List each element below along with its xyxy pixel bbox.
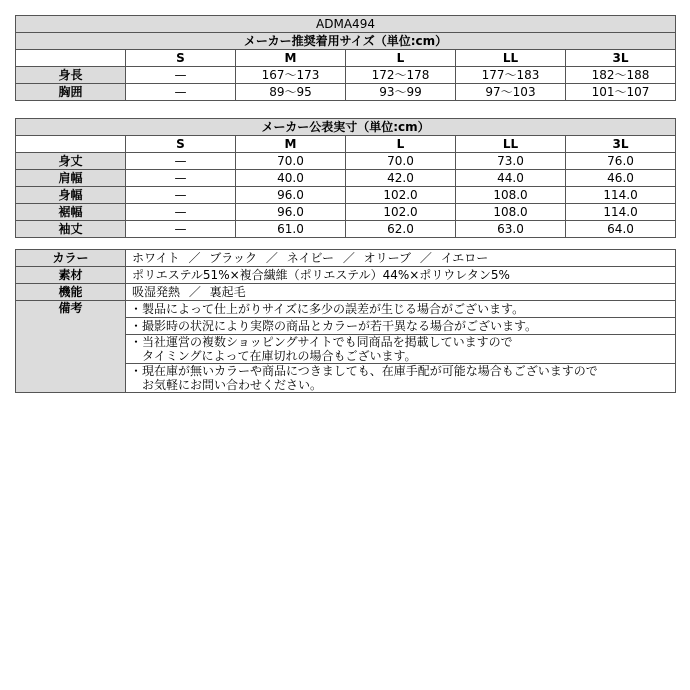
size-header: LL [456, 50, 566, 67]
table-row [16, 153, 676, 170]
color-item: ブラック [209, 251, 258, 265]
separator: ／ [342, 251, 355, 265]
cell-value: 108.0 [456, 187, 566, 204]
cell-value: 93〜99 [346, 84, 456, 101]
cell-value: — [126, 153, 236, 170]
separator: ／ [419, 251, 432, 265]
cell-value: 44.0 [456, 170, 566, 187]
function-item: 裏起毛 [209, 285, 246, 299]
material-label: 素材 [16, 267, 126, 284]
note-line: ・現在庫が無いカラーや商品につきましても、在庫手配が可能な場合もございますので [130, 364, 598, 378]
recommended-size-title: メーカー推奨着用サイズ（単位:cm） [16, 33, 676, 50]
table-row [16, 284, 676, 301]
table-row [16, 221, 676, 238]
color-label: カラー [16, 250, 126, 267]
separator: ／ [188, 251, 201, 265]
table-row [16, 301, 676, 318]
note-item [126, 364, 676, 393]
table-row [16, 250, 676, 267]
cell-value: — [126, 221, 236, 238]
table-row [16, 170, 676, 187]
cell-value: 96.0 [236, 204, 346, 221]
cell-value: 114.0 [566, 187, 676, 204]
cell-value: 63.0 [456, 221, 566, 238]
table-row [16, 204, 676, 221]
cell-value: 42.0 [346, 170, 456, 187]
cell-value: 73.0 [456, 153, 566, 170]
product-info-table [15, 249, 676, 393]
color-item: イエロー [440, 251, 489, 265]
function-item: 吸湿発熱 [132, 285, 181, 299]
size-header: LL [456, 136, 566, 153]
cell-value: 108.0 [456, 204, 566, 221]
cell-value: 70.0 [346, 153, 456, 170]
note-item [126, 335, 676, 364]
note-line: ・製品によって仕上がりサイズに多少の誤差が生じる場合がございます。 [130, 302, 525, 316]
note-line: お気軽にお問い合わせください。 [130, 378, 323, 392]
size-header: 3L [566, 50, 676, 67]
model-number: ADMA494 [16, 16, 676, 33]
note-item [126, 301, 676, 318]
material-value: ポリエステル51%×複合繊維（ポリエステル）44%×ポリウレタン5% [126, 267, 676, 284]
cell-value: — [126, 170, 236, 187]
function-list [126, 284, 676, 301]
row-label: 身長 [16, 67, 126, 84]
notes-label: 備考 [16, 301, 126, 393]
table-row [16, 187, 676, 204]
note-line: ・撮影時の状況により実際の商品とカラーが若干異なる場合がございます。 [130, 319, 538, 333]
function-label: 機能 [16, 284, 126, 301]
cell-value: 182〜188 [566, 67, 676, 84]
size-header: 3L [566, 136, 676, 153]
color-list [126, 250, 676, 267]
separator: ／ [265, 251, 278, 265]
note-item [126, 318, 676, 335]
size-header: L [346, 50, 456, 67]
cell-value: 96.0 [236, 187, 346, 204]
row-label: 身幅 [16, 187, 126, 204]
size-header: M [236, 136, 346, 153]
cell-value: 61.0 [236, 221, 346, 238]
cell-value: — [126, 67, 236, 84]
size-header: S [126, 50, 236, 67]
cell-value: — [126, 187, 236, 204]
note-line: ・当社運営の複数ショッピングサイトでも同商品を掲載していますので [130, 335, 513, 349]
table-row [16, 84, 676, 101]
cell-value: 172〜178 [346, 67, 456, 84]
cell-value: 167〜173 [236, 67, 346, 84]
cell-value: 101〜107 [566, 84, 676, 101]
row-label: 胸囲 [16, 84, 126, 101]
row-label: 裾幅 [16, 204, 126, 221]
cell-value: 114.0 [566, 204, 676, 221]
cell-value: — [126, 84, 236, 101]
cell-value: 102.0 [346, 204, 456, 221]
cell-value: 46.0 [566, 170, 676, 187]
row-label: 身丈 [16, 153, 126, 170]
row-label: 肩幅 [16, 170, 126, 187]
color-item: ホワイト [132, 251, 180, 265]
row-label: 袖丈 [16, 221, 126, 238]
corner-cell [16, 50, 126, 67]
cell-value: 97〜103 [456, 84, 566, 101]
cell-value: 102.0 [346, 187, 456, 204]
separator: ／ [188, 285, 201, 299]
table-row [16, 67, 676, 84]
color-item: オリーブ [363, 251, 412, 265]
actual-size-title: メーカー公表実寸（単位:cm） [16, 119, 676, 136]
cell-value: 177〜183 [456, 67, 566, 84]
cell-value: 89〜95 [236, 84, 346, 101]
color-item: ネイビー [286, 251, 334, 265]
cell-value: 76.0 [566, 153, 676, 170]
actual-size-table [15, 118, 676, 238]
note-line: タイミングによって在庫切れの場合もございます。 [130, 349, 417, 363]
cell-value: 40.0 [236, 170, 346, 187]
table-row [16, 267, 676, 284]
size-header: L [346, 136, 456, 153]
cell-value: — [126, 204, 236, 221]
cell-value: 62.0 [346, 221, 456, 238]
cell-value: 70.0 [236, 153, 346, 170]
recommended-size-table [15, 15, 676, 101]
cell-value: 64.0 [566, 221, 676, 238]
corner-cell [16, 136, 126, 153]
size-header: S [126, 136, 236, 153]
size-header: M [236, 50, 346, 67]
